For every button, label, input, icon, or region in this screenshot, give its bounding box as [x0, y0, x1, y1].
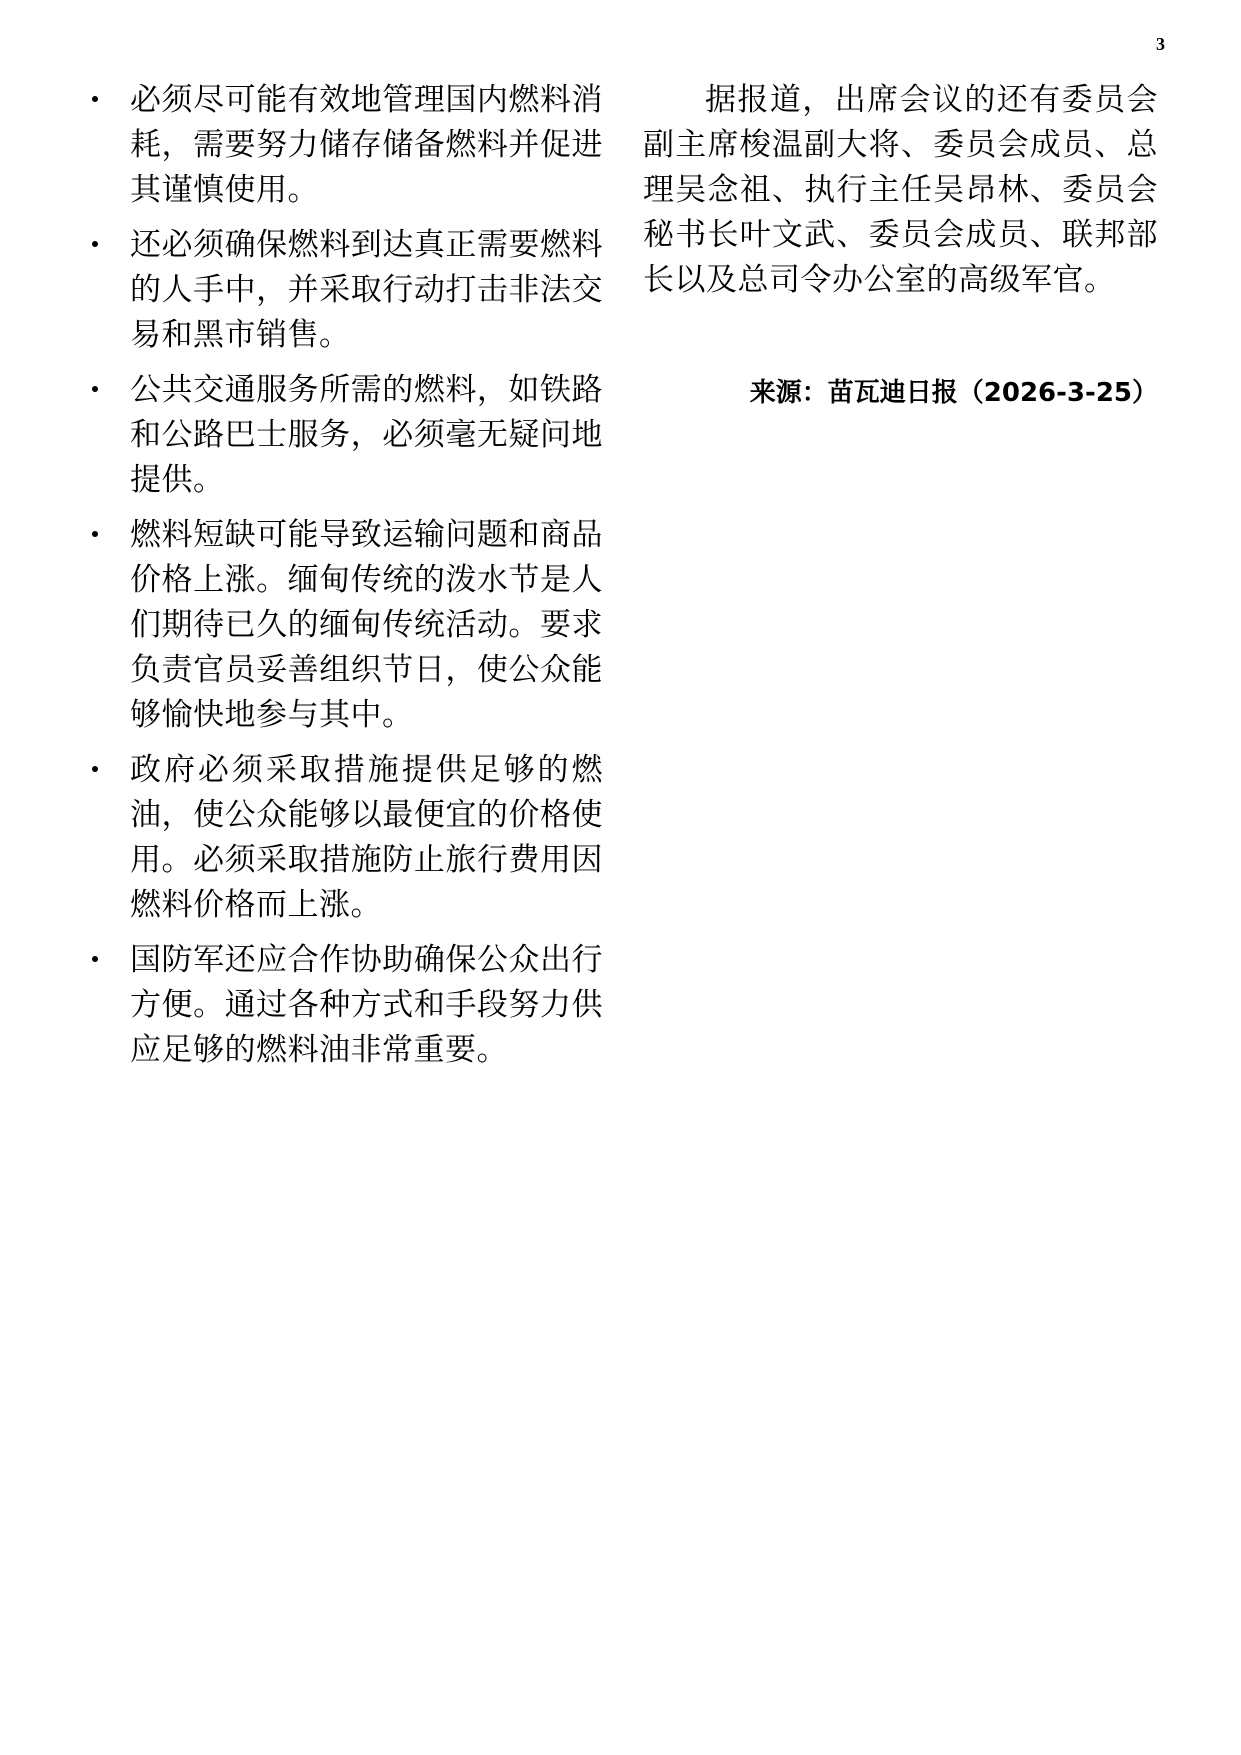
list-item: [88, 78, 603, 213]
bullet-icon: [92, 531, 98, 537]
bullet-icon: [92, 96, 98, 102]
list-item-text: 国防军还应合作协助确保公众出行方便。通过各种方式和手段努力供应足够的燃料油非常重要。: [130, 942, 603, 1068]
list-item: [88, 938, 603, 1073]
body-paragraph: 据报道，出席会议的还有委员会副主席梭温副大将、委员会成员、总理吴念祖、执行主任吴昂林、委员会秘书长叶文武、委员会成员、联邦部长以及总司令办公室的高级军官。: [643, 82, 1158, 298]
bullet-icon: [92, 956, 98, 962]
list-item-text: 政府必须采取措施提供足够的燃油，使公众能够以最便宜的价格使用。必须采取措施防止旅行费用因燃料价格而上涨。: [130, 752, 603, 923]
list-item: [88, 748, 603, 928]
bullet-list: [88, 78, 603, 1073]
left-column: [88, 78, 603, 1083]
right-column: [643, 78, 1158, 413]
bullet-icon: [92, 766, 98, 772]
list-item-text: 必须尽可能有效地管理国内燃料消耗，需要努力储存储备燃料并促进其谨慎使用。: [130, 82, 603, 208]
list-item-text: 燃料短缺可能导致运输问题和商品价格上涨。缅甸传统的泼水节是人们期待已久的缅甸传统活动。要求负责官员妥善组织节日，使公众能够愉快地参与其中。: [130, 517, 603, 733]
list-item: [88, 223, 603, 358]
list-item-text: 公共交通服务所需的燃料，如铁路和公路巴士服务，必须毫无疑问地提供。: [130, 372, 603, 498]
page-number: 3: [1156, 34, 1165, 54]
bullet-icon: [92, 241, 98, 247]
bullet-icon: [92, 386, 98, 392]
source-attribution: 来源：苗瓦迪日报（2026-3-25）: [749, 378, 1158, 408]
list-item: [88, 513, 603, 738]
list-item-text: 还必须确保燃料到达真正需要燃料的人手中，并采取行动打击非法交易和黑市销售。: [130, 227, 603, 353]
list-item: [88, 368, 603, 503]
